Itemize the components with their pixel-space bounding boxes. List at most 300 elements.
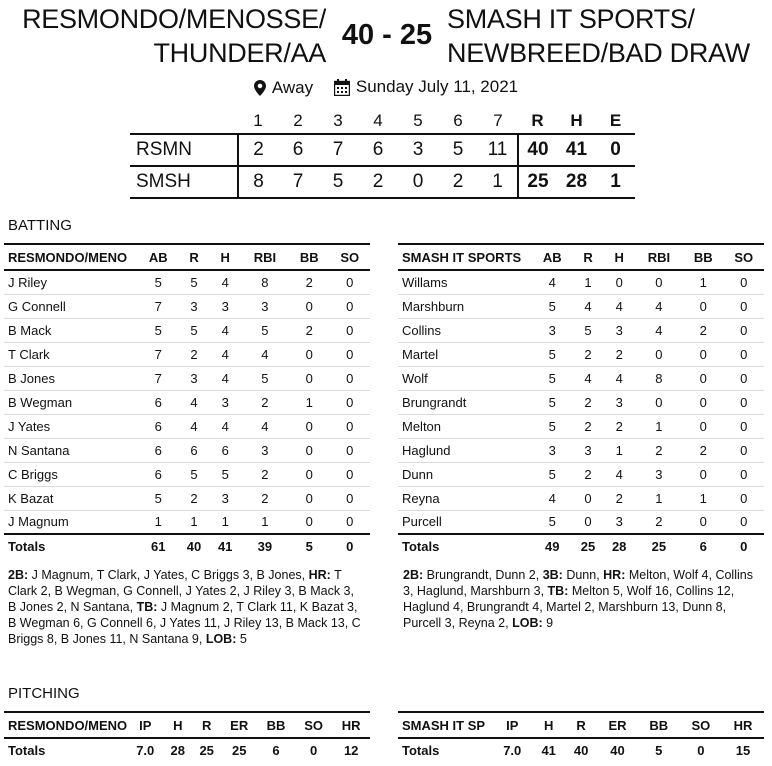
location-text: Away [271,77,314,97]
player-row [398,462,764,486]
stat-cell: 0 [635,390,683,414]
stat-column-header: H [604,244,635,270]
player-name: Brungrandt [398,390,532,414]
stat-cell: 1 [572,270,603,294]
note-text: 9 [542,616,554,630]
note-label: LOB: [205,632,237,646]
team-abbr: RSMN [130,134,238,166]
stat-cell: 5 [532,414,572,438]
totals-row [398,534,764,558]
stat-cell: 6 [210,438,241,462]
stat-column-header: SO [295,712,333,738]
stat-cell: 3 [210,294,241,318]
stat-column-header: IP [492,712,532,738]
stat-cell: 1 [289,390,329,414]
stat-column-header: H [210,244,241,270]
stat-cell: 5 [532,510,572,534]
stat-column-header: BB [638,712,680,738]
stat-cell: 1 [683,486,723,510]
stat-cell: 4 [210,366,241,390]
stat-cell: 0 [723,342,764,366]
player-name: B Wegman [4,390,138,414]
stat-cell: 0 [329,366,370,390]
stat-cell: 4 [178,414,209,438]
player-name: T Clark [4,342,138,366]
stat-cell: 4 [604,294,635,318]
stat-cell: 0 [329,462,370,486]
stat-cell: 1 [178,510,209,534]
stat-cell: 1 [210,510,241,534]
total-cell: 40 [597,738,637,762]
stat-cell: 5 [532,294,572,318]
stat-cell: 7 [138,342,178,366]
pitching-header-away [398,712,764,738]
stat-cell: 0 [723,510,764,534]
stat-column-header: R [572,244,603,270]
player-name: B Mack [4,318,138,342]
map-pin-icon [254,80,266,96]
stat-cell: 0 [289,510,329,534]
pitching-body-home [4,738,370,762]
total-cell: 61 [138,534,178,558]
stat-column-header: H [163,712,192,738]
stat-cell: 0 [329,486,370,510]
player-row [4,318,370,342]
note-text: Dunn, [562,568,604,582]
total-cell: 12 [332,738,370,762]
total-cell: 40 [178,534,209,558]
stat-cell: 5 [178,318,209,342]
note-text: J Magnum 2, T Clark 11, K Bazat 3, B Wegman 6, G Connell 6, J Yates 11, J Riley 13, B Mack 13, C Briggs 8, B Jones 11, N Santana 9, [8,600,361,646]
player-row [4,462,370,486]
stat-cell: 4 [210,414,241,438]
stat-cell: 3 [178,366,209,390]
note-label: 2B: [403,568,424,582]
away-team-name: SMASH IT SPORTS/ NEWBREED/BAD DRAW [447,4,750,68]
stat-column-header: HR [722,712,764,738]
total-cell: 25 [221,738,257,762]
stat-cell: 3 [604,390,635,414]
stat-cell: 4 [572,294,603,318]
stat-column-header: ER [221,712,257,738]
team-column-header: RESMONDO/MENO [4,712,127,738]
totals-row [4,534,370,558]
stat-cell: 2 [635,438,683,462]
stat-column-header: ER [597,712,637,738]
total-cell: 28 [163,738,192,762]
batting-table-home [4,243,370,558]
stat-column-header: AB [532,244,572,270]
stat-cell: 0 [329,342,370,366]
stat-cell: 0 [683,414,723,438]
stat-cell: 0 [329,294,370,318]
pitching-body-away [398,738,764,762]
inning-runs: 11 [478,134,518,166]
stat-cell: 0 [723,390,764,414]
total-hits: 28 [557,166,596,198]
batting-header-away [398,244,764,270]
stat-cell: 2 [241,462,289,486]
stat-cell: 2 [683,438,723,462]
stat-cell: 2 [572,342,603,366]
stat-cell: 3 [635,462,683,486]
stat-cell: 1 [635,486,683,510]
stat-cell: 4 [635,318,683,342]
stat-cell: 0 [329,390,370,414]
player-row [4,414,370,438]
batting-header-home [4,244,370,270]
player-name: Marshburn [398,294,532,318]
stat-cell: 0 [683,462,723,486]
stat-cell: 0 [329,510,370,534]
stat-cell: 6 [138,438,178,462]
line-score-row-home [130,134,635,166]
stat-cell: 0 [604,270,635,294]
stat-cell: 7 [138,294,178,318]
stat-cell: 0 [289,438,329,462]
location [254,78,313,98]
player-name: Haglund [398,438,532,462]
stat-column-header: R [178,244,209,270]
line-score-row-away [130,166,635,198]
player-name: Melton [398,414,532,438]
player-row [398,294,764,318]
stat-cell: 0 [723,318,764,342]
stat-column-header: RBI [241,244,289,270]
stat-cell: 5 [532,366,572,390]
stat-cell: 3 [178,294,209,318]
total-cell: 6 [683,534,723,558]
player-row [398,270,764,294]
player-name: N Santana [4,438,138,462]
inning-header: 2 [293,110,303,130]
total-cell: 5 [289,534,329,558]
stat-cell: 4 [241,342,289,366]
total-cell: 49 [532,534,572,558]
stat-cell: 4 [210,270,241,294]
total-cell: 25 [572,534,603,558]
stat-column-header: IP [127,712,163,738]
total-cell: 40 [565,738,597,762]
stat-cell: 1 [241,510,289,534]
stat-cell: 3 [604,510,635,534]
player-row [398,414,764,438]
note-label: HR: [603,568,626,582]
inning-runs: 8 [238,166,278,198]
stat-cell: 1 [635,414,683,438]
total-cell: 25 [635,534,683,558]
stat-cell: 0 [635,342,683,366]
stat-cell: 7 [138,366,178,390]
stat-cell: 2 [635,510,683,534]
hits-header: H [570,110,583,130]
line-score-corner [130,108,238,134]
stat-cell: 0 [683,342,723,366]
stat-cell: 1 [604,438,635,462]
stat-cell: 0 [289,414,329,438]
stat-cell: 4 [241,414,289,438]
stat-cell: 0 [723,486,764,510]
inning-header: 7 [493,110,503,130]
stat-cell: 4 [532,486,572,510]
team-abbr: SMSH [130,166,238,198]
stat-cell: 4 [604,366,635,390]
inning-runs: 5 [318,166,358,198]
stat-cell: 4 [210,318,241,342]
inning-runs: 6 [278,134,318,166]
stat-cell: 0 [723,414,764,438]
date [334,77,518,97]
total-errors: 0 [596,134,635,166]
stat-cell: 5 [532,462,572,486]
stat-cell: 3 [604,318,635,342]
stat-column-header: SO [329,244,370,270]
player-name: Purcell [398,510,532,534]
player-row [4,486,370,510]
stat-cell: 3 [210,486,241,510]
stat-cell: 2 [572,462,603,486]
note-text: Brungrandt, Dunn 2, [423,568,543,582]
stat-cell: 2 [604,414,635,438]
inning-runs: 2 [238,134,278,166]
player-name: J Magnum [4,510,138,534]
inning-runs: 3 [398,134,438,166]
stat-cell: 5 [532,390,572,414]
stat-cell: 2 [683,318,723,342]
total-cell: 5 [638,738,680,762]
total-cell: 39 [241,534,289,558]
calendar-icon [334,79,350,96]
stat-cell: 2 [289,270,329,294]
batting-notes-away [403,567,759,631]
player-name: K Bazat [4,486,138,510]
stat-cell: 0 [572,510,603,534]
stat-cell: 5 [178,462,209,486]
pitching-table-away [398,711,764,762]
stat-cell: 4 [178,390,209,414]
stat-cell: 5 [138,270,178,294]
player-row [4,342,370,366]
inning-header: 3 [333,110,343,130]
stat-cell: 3 [532,438,572,462]
player-row [398,510,764,534]
totals-label: Totals [4,534,138,558]
batting-section-title: BATTING [8,217,72,234]
stat-cell: 0 [329,414,370,438]
stat-cell: 0 [683,294,723,318]
stat-cell: 0 [289,366,329,390]
stat-cell: 8 [635,366,683,390]
player-name: B Jones [4,366,138,390]
note-label: HR: [308,568,331,582]
stat-cell: 4 [210,342,241,366]
stat-column-header: R [565,712,597,738]
player-row [398,486,764,510]
player-row [398,390,764,414]
stat-cell: 0 [289,294,329,318]
stat-cell: 2 [289,318,329,342]
totals-label: Totals [4,738,127,762]
stat-cell: 3 [532,318,572,342]
note-text: Melton, Wolf 4, Collins 3, Haglund, Marshburn 3, [403,568,753,598]
player-name: J Riley [4,270,138,294]
stat-cell: 5 [138,486,178,510]
stat-cell: 0 [723,438,764,462]
total-hits: 41 [557,134,596,166]
team-column-header: SMASH IT SP [398,712,492,738]
total-runs: 25 [518,166,557,198]
total-cell: 25 [192,738,221,762]
stat-column-header: BB [289,244,329,270]
game-header [0,0,772,76]
inning-runs: 1 [478,166,518,198]
stat-cell: 0 [289,462,329,486]
player-name: Wolf [398,366,532,390]
inning-runs: 5 [438,134,478,166]
stat-cell: 2 [178,342,209,366]
total-cell: 0 [329,534,370,558]
batting-notes-home [8,567,364,647]
player-row [398,366,764,390]
player-row [398,438,764,462]
totals-row [398,738,764,762]
stat-cell: 0 [683,510,723,534]
stat-cell: 2 [604,486,635,510]
stat-cell: 0 [329,270,370,294]
total-cell: 41 [210,534,241,558]
stat-cell: 4 [604,462,635,486]
stat-cell: 5 [178,270,209,294]
player-name: C Briggs [4,462,138,486]
stat-column-header: HR [332,712,370,738]
stat-cell: 0 [329,438,370,462]
stat-cell: 3 [241,294,289,318]
player-name: Martel [398,342,532,366]
stat-cell: 1 [138,510,178,534]
inning-runs: 0 [398,166,438,198]
note-label: 3B: [542,568,563,582]
final-score: 40 - 25 [341,19,433,51]
player-row [4,510,370,534]
note-label: TB: [547,584,569,598]
inning-runs: 7 [318,134,358,166]
stat-cell: 5 [572,318,603,342]
stat-cell: 0 [329,318,370,342]
stat-cell: 2 [178,486,209,510]
stat-cell: 6 [178,438,209,462]
total-cell: 7.0 [127,738,163,762]
stat-cell: 0 [572,486,603,510]
player-row [398,318,764,342]
total-errors: 1 [596,166,635,198]
batting-table-away [398,243,764,558]
total-cell: 15 [722,738,764,762]
stat-cell: 2 [572,414,603,438]
stat-cell: 5 [210,462,241,486]
note-label: TB: [136,600,158,614]
runs-header: R [531,110,544,130]
total-cell: 0 [295,738,333,762]
stat-cell: 0 [289,486,329,510]
stat-cell: 2 [572,390,603,414]
batting-body-away [398,270,764,558]
date-text: Sunday July 11, 2021 [355,77,519,96]
stat-column-header: RBI [635,244,683,270]
stat-cell: 0 [289,342,329,366]
stat-column-header: BB [683,244,723,270]
stat-column-header: AB [138,244,178,270]
stat-cell: 0 [683,390,723,414]
player-name: Dunn [398,462,532,486]
note-label: 2B: [8,568,29,582]
stat-cell: 4 [635,294,683,318]
home-team-name: RESMONDO/MENOSSE/ THUNDER/AA [22,4,326,68]
stat-cell: 0 [723,270,764,294]
totals-label: Totals [398,738,492,762]
stat-cell: 0 [723,462,764,486]
stat-cell: 3 [241,438,289,462]
pitching-table-home [4,711,370,762]
pitching-header-home [4,712,370,738]
player-row [398,342,764,366]
pitching-section-title: PITCHING [8,685,80,702]
player-row [4,390,370,414]
note-text: J Magnum, T Clark, J Yates, C Briggs 3, B Jones, [28,568,309,582]
inning-runs: 2 [358,166,398,198]
note-text: Melton 5, Wolf 16, Collins 12, Haglund 4, Brungrandt 4, Martel 2, Marshburn 13, Dunn 8, Purcell 3, Reyna 2, [403,584,735,630]
total-cell: 28 [604,534,635,558]
team-column-header: RESMONDO/MENO [4,244,138,270]
stat-cell: 0 [683,366,723,390]
total-cell: 0 [680,738,722,762]
stat-cell: 5 [532,342,572,366]
line-score [130,108,635,199]
inning-runs: 2 [438,166,478,198]
total-cell: 41 [532,738,564,762]
stat-cell: 8 [241,270,289,294]
game-meta [0,77,772,101]
stat-cell: 4 [572,366,603,390]
inning-runs: 6 [358,134,398,166]
stat-cell: 5 [241,318,289,342]
stat-column-header: BB [257,712,295,738]
player-name: Collins [398,318,532,342]
stat-cell: 2 [604,342,635,366]
player-row [4,438,370,462]
player-name: Reyna [398,486,532,510]
total-cell: 6 [257,738,295,762]
stat-column-header: H [532,712,564,738]
stat-cell: 5 [241,366,289,390]
inning-header: 6 [453,110,463,130]
player-name: Willams [398,270,532,294]
inning-runs: 7 [278,166,318,198]
stat-cell: 6 [138,462,178,486]
player-row [4,294,370,318]
stat-cell: 1 [683,270,723,294]
total-runs: 40 [518,134,557,166]
stat-cell: 6 [138,390,178,414]
team-column-header: SMASH IT SPORTS [398,244,532,270]
note-text: T Clark 2, B Wegman, G Connell, J Yates 2, J Riley 3, B Mack 3, B Jones 2, N Santana, [8,568,354,614]
inning-header: 4 [373,110,383,130]
stat-cell: 6 [138,414,178,438]
inning-header: 1 [253,110,263,130]
player-name: G Connell [4,294,138,318]
totals-label: Totals [398,534,532,558]
batting-body-home [4,270,370,558]
stat-cell: 2 [241,390,289,414]
